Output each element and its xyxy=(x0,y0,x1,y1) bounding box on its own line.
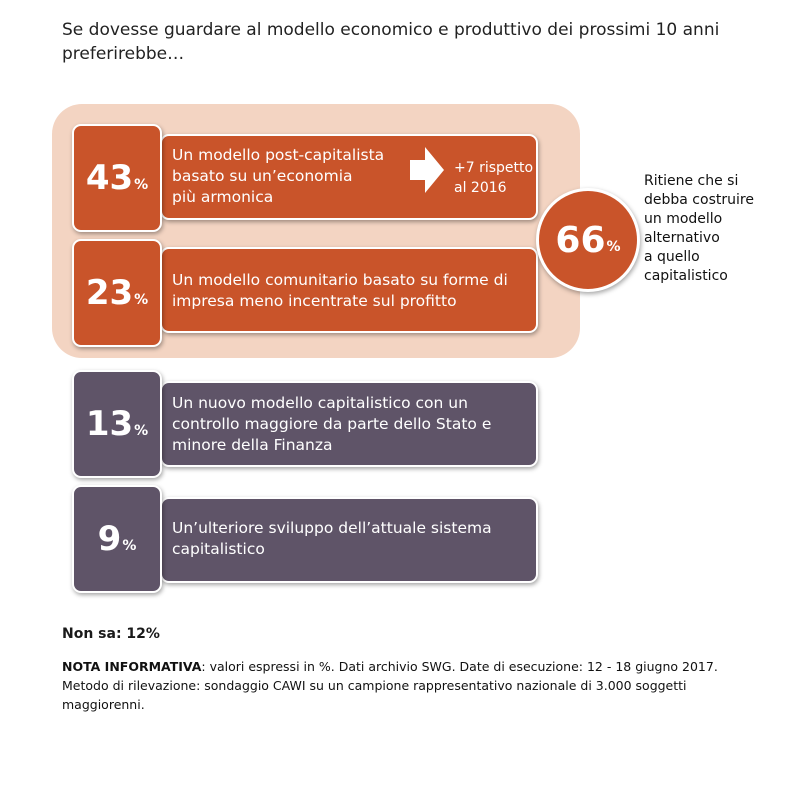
answer-percent-unit: % xyxy=(134,423,149,439)
answer-percent-unit: % xyxy=(134,177,149,193)
answer-percent-value: 23 xyxy=(85,273,134,313)
answer-label-line: Un’ulteriore sviluppo dell’attuale sistema xyxy=(172,519,492,537)
answer-percent-box xyxy=(72,485,162,593)
note-line: a quello xyxy=(644,249,700,265)
delta-note xyxy=(454,158,533,198)
answer-percent-box xyxy=(72,370,162,478)
methodology-note xyxy=(62,657,762,714)
arrow-right-icon xyxy=(410,147,444,193)
answer-percent-value: 13 xyxy=(85,404,134,444)
group-total-unit: % xyxy=(606,239,621,255)
methodology-label: NOTA INFORMATIVA xyxy=(62,659,202,674)
group-total-badge xyxy=(536,188,640,292)
answer-label-line: capitalistico xyxy=(172,540,265,558)
note-line: un modello xyxy=(644,211,723,227)
answer-label-line: impresa meno incentrate sul profitto xyxy=(172,292,457,310)
answer-label-line: minore della Finanza xyxy=(172,436,333,454)
answer-percent-value: 43 xyxy=(85,158,134,198)
answer-percent-value: 9 xyxy=(97,519,122,559)
answer-label-text xyxy=(172,145,384,208)
delta-line: al 2016 xyxy=(454,180,507,196)
answer-label-line: controllo maggiore da parte dello Stato e xyxy=(172,415,492,433)
group-total-value: 66 xyxy=(555,219,606,261)
note-line: alternativo xyxy=(644,230,720,246)
delta-line: +7 rispetto xyxy=(454,160,534,176)
answer-percent-box xyxy=(72,239,162,347)
methodology-text: : valori espressi in %. Dati archivio SWG. Date di esecuzione: 12 - 18 giugno 2017. Metodo di rilevazione: sondaggio CAWI su un campione rappresentativo nazionale di 3.000 soggetti maggiorenni. xyxy=(62,659,718,712)
group-total-note xyxy=(644,172,794,286)
answer-percent-box xyxy=(72,124,162,232)
answer-label-line: Un modello comunitario basato su forme di xyxy=(172,271,508,289)
answer-label-text xyxy=(172,518,492,560)
note-line: debba costruire xyxy=(644,192,754,208)
answer-label-line: più armonica xyxy=(172,188,274,206)
answer-label-text xyxy=(172,393,491,456)
answer-label-line: basato su un’economia xyxy=(172,167,353,185)
answer-label-line: Un nuovo modello capitalistico con un xyxy=(172,394,468,412)
note-line: capitalistico xyxy=(644,268,728,284)
answer-label-text xyxy=(172,270,508,312)
chart-title: Se dovesse guardare al modello economico e produttivo dei prossimi 10 anni preferirebbe… xyxy=(62,20,720,64)
answer-percent-unit: % xyxy=(134,292,149,308)
note-line: Ritiene che si xyxy=(644,173,739,189)
answer-percent-unit: % xyxy=(122,538,137,554)
answer-label-line: Un modello post-capitalista xyxy=(172,146,385,164)
dont-know-share: Non sa: 12% xyxy=(62,626,160,642)
